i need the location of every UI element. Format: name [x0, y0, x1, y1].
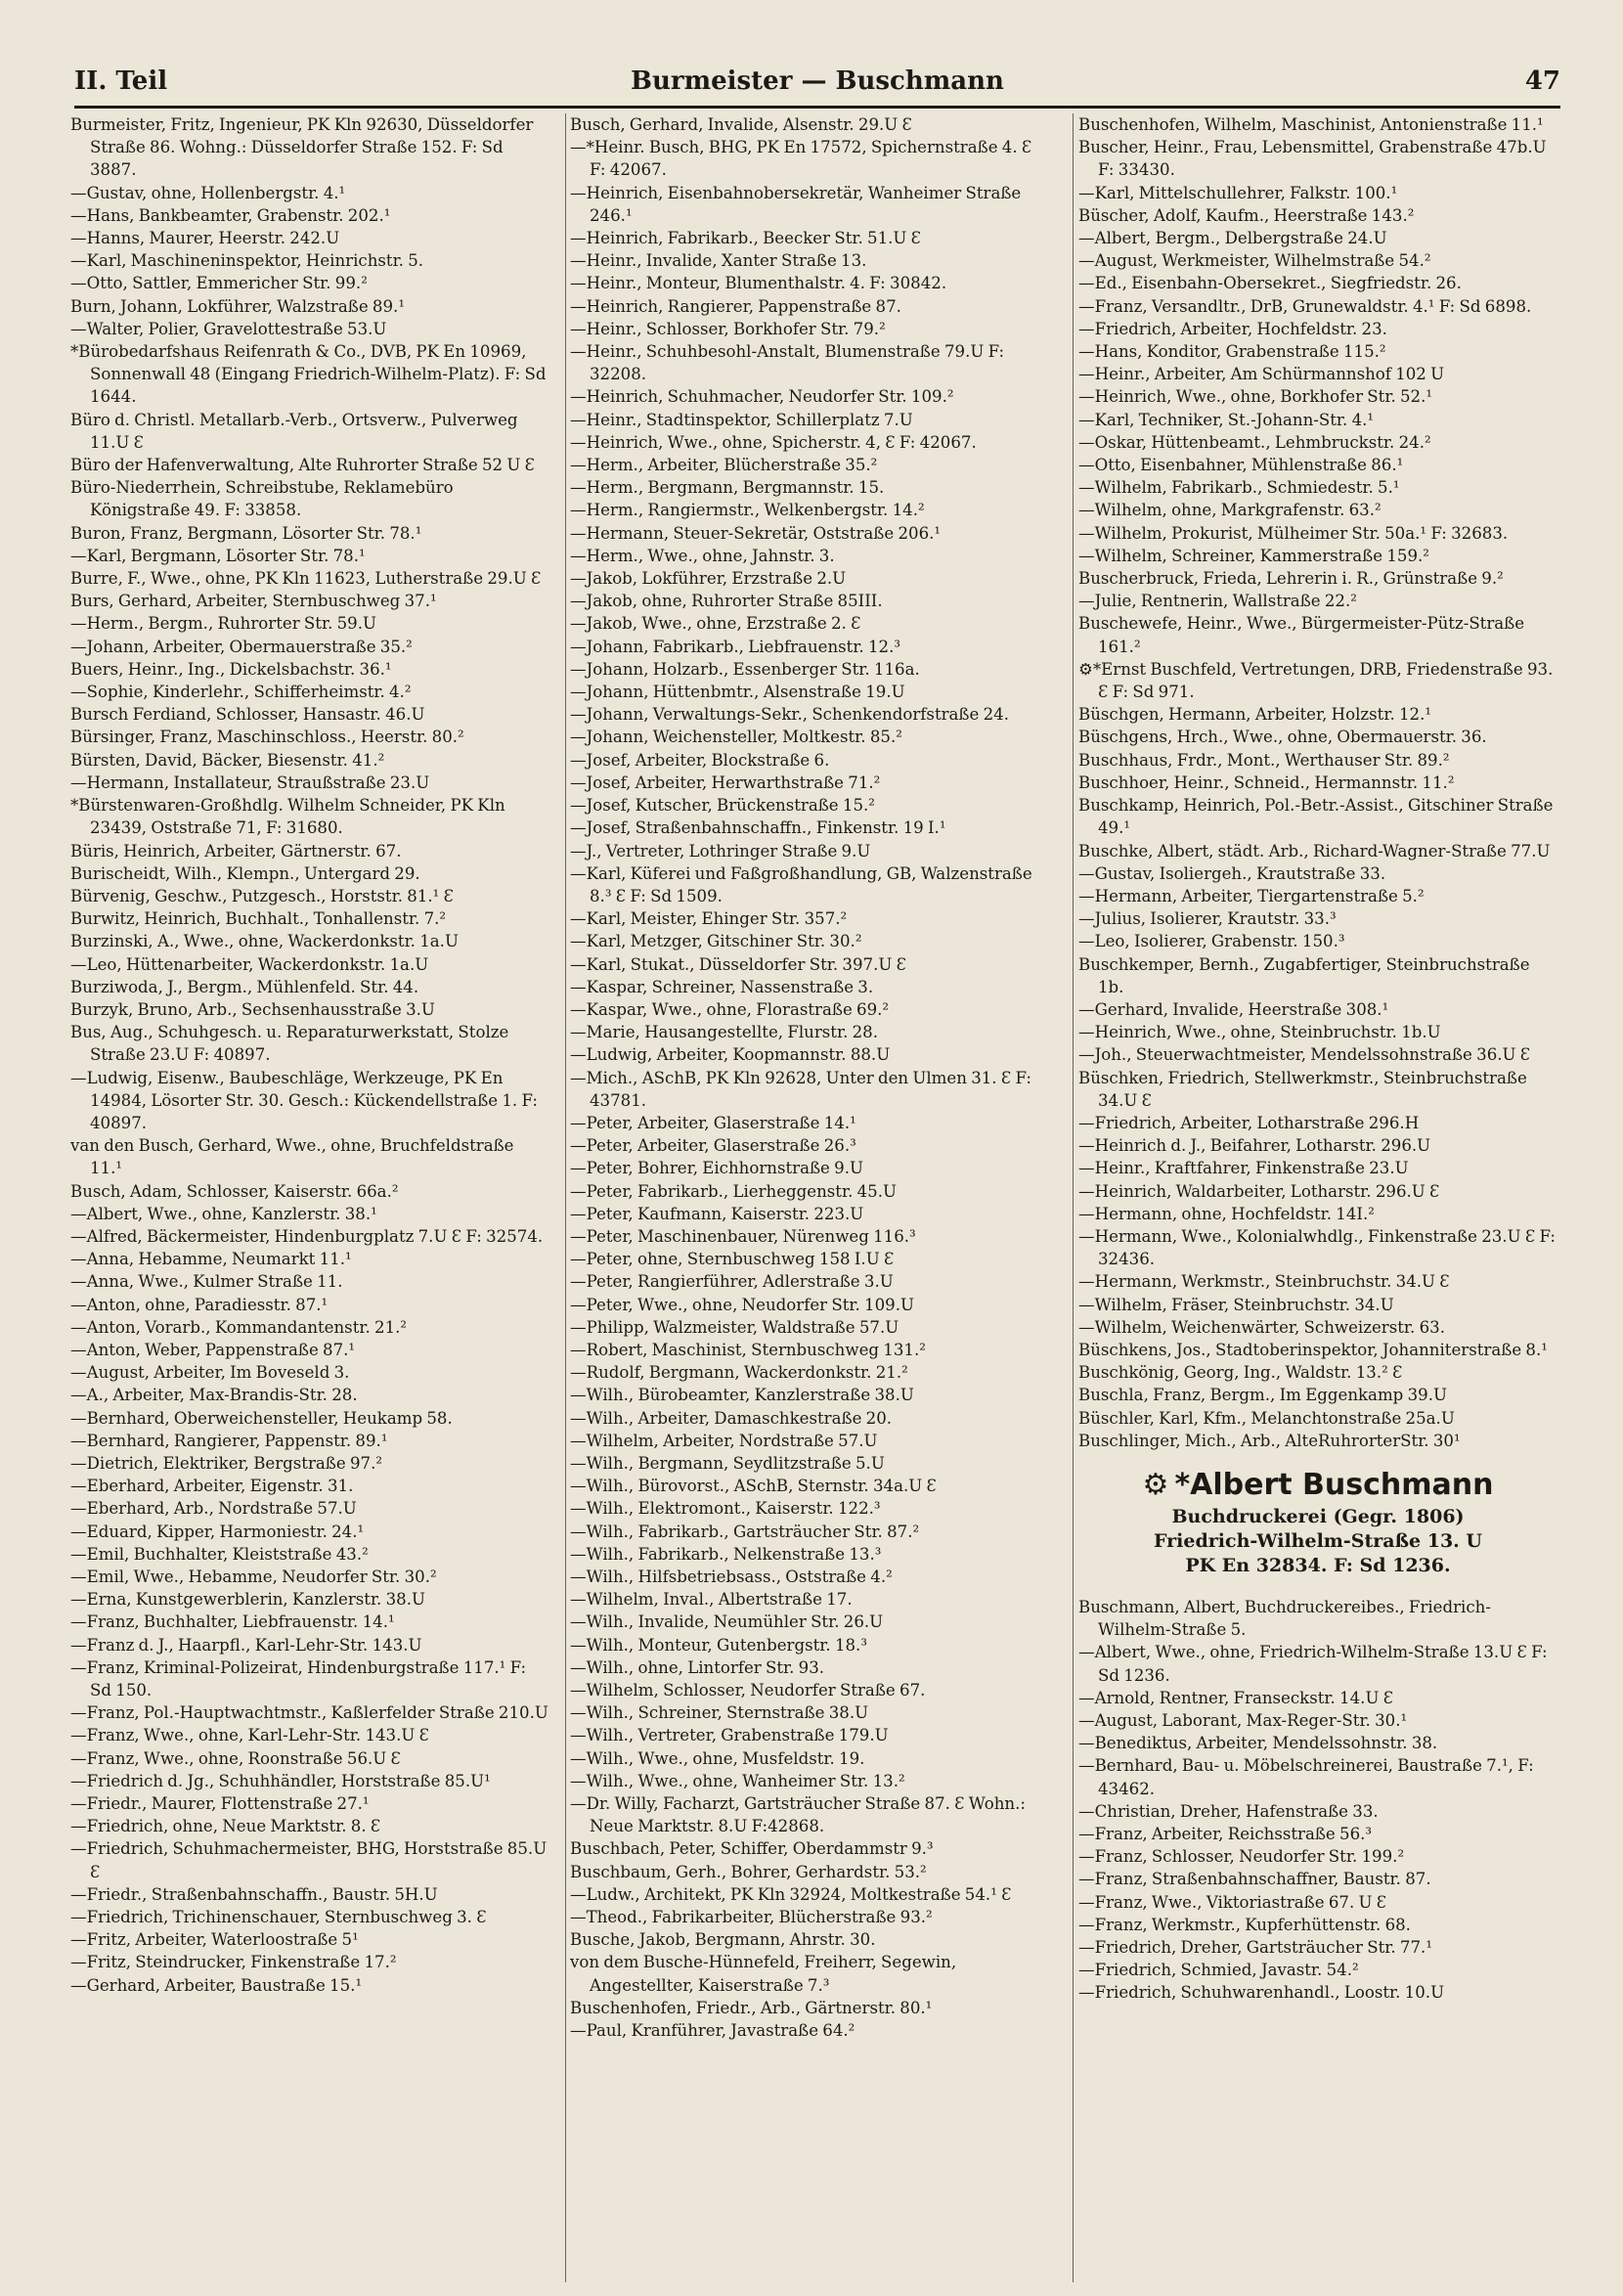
directory-entry: —Hermann, ohne, Hochfeldstr. 14I.²: [1078, 1204, 1375, 1223]
directory-entry: —Karl, Stukat., Düsseldorfer Str. 397.U Ɛ: [570, 954, 906, 974]
directory-entry: —Dr. Willy, Facharzt, Gartsträucher Straße 87. Ɛ Wohn.: Neue Marktstr. 8.U F:42868.: [570, 1794, 1026, 1836]
directory-entry: —Eduard, Kipper, Harmoniestr. 24.¹: [70, 1522, 365, 1541]
directory-entry: —Franz, Wwe., ohne, Roonstraße 56.U Ɛ: [70, 1748, 401, 1768]
directory-entry: Büscher, Adolf, Kaufm., Heerstraße 143.²: [1078, 205, 1415, 225]
directory-entry: —Wilhelm, Arbeiter, Nordstraße 57.U: [570, 1431, 878, 1450]
directory-entry: —Karl, Bergmann, Lösorter Str. 78.¹: [70, 546, 366, 565]
directory-entry: —Friedrich, Trichinenschauer, Sternbuschweg 3. Ɛ: [70, 1908, 487, 1927]
directory-entry: Büschkens, Jos., Stadtoberinspektor, Johanniterstraße 8.¹: [1078, 1340, 1548, 1359]
column-divider: [565, 113, 566, 2282]
directory-entry: —Johann, Holzarb., Essenberger Str. 116a.: [570, 659, 920, 679]
directory-entry: —Franz, Buchhalter, Liebfrauenstr. 14.¹: [70, 1612, 395, 1632]
directory-entry: —*Heinr. Busch, BHG, PK En 17572, Spichernstraße 4. Ɛ F: 42067.: [570, 138, 1032, 180]
directory-entry: —Albert, Wwe., ohne, Kanzlerstr. 38.¹: [70, 1204, 377, 1223]
directory-entry: —Wilhelm, Prokurist, Mülheimer Str. 50a.¹ F: 32683.: [1078, 523, 1509, 543]
page-number: 47: [1524, 66, 1560, 96]
header-rule: [74, 106, 1560, 109]
directory-entry: —Sophie, Kinderlehr., Schifferheimstr. 4.²: [70, 683, 412, 702]
directory-entry: —Friedrich, Schuhmachermeister, BHG, Horststraße 85.U Ɛ: [70, 1839, 548, 1881]
directory-entry: —Wilh., Fabrikarb., Nelkenstraße 13.³: [570, 1544, 882, 1564]
directory-entry: Buscherbruck, Frieda, Lehrerin i. R., Grünstraße 9.²: [1078, 569, 1504, 589]
directory-entry: —Wilh., ohne, Lintorfer Str. 93.: [570, 1657, 825, 1677]
directory-entry: —Otto, Sattler, Emmericher Str. 99.²: [70, 274, 368, 293]
directory-entry: —Peter, Arbeiter, Glaserstraße 26.³: [570, 1136, 856, 1156]
directory-entry: Burischeidt, Wilh., Klempn., Untergard 29.: [70, 863, 420, 883]
directory-entry: —Josef, Kutscher, Brückenstraße 15.²: [570, 796, 875, 816]
directory-entry: —Wilh., Bergmann, Seydlitzstraße 5.U: [570, 1453, 885, 1473]
directory-entry: —Wilh., Wwe., ohne, Wanheimer Str. 13.²: [570, 1771, 905, 1790]
directory-entry: —Peter, Fabrikarb., Lierheggenstr. 45.U: [570, 1181, 898, 1201]
gear-icon: ⚙: [1142, 1467, 1169, 1502]
directory-entry: —Johann, Fabrikarb., Liebfrauenstr. 12.³: [570, 637, 901, 656]
directory-entry: *Bürobedarfshaus Reifenrath & Co., DVB, PK En 10969, Sonnenwall 48 (Eingang Friedrich-Wilhelm-Platz). F: Sd 1644.: [70, 342, 547, 407]
directory-entry: —Anton, ohne, Paradiesstr. 87.¹: [70, 1295, 329, 1314]
directory-entry: —Franz, Werkmstr., Kupferhüttenstr. 68.: [1078, 1915, 1411, 1934]
directory-entry: Buschbaum, Gerh., Bohrer, Gerhardstr. 53.²: [570, 1862, 927, 1881]
directory-entry: —Wilh., Arbeiter, Damaschkestraße 20.: [570, 1408, 893, 1428]
directory-entry: —Karl, Meister, Ehinger Str. 357.²: [570, 909, 848, 929]
directory-entry: —Oskar, Hüttenbeamt., Lehmbruckstr. 24.²: [1078, 432, 1431, 452]
directory-entry: Burwitz, Heinrich, Buchhalt., Tonhallenstr. 7.²: [70, 909, 447, 929]
directory-entry: —Heinrich, Waldarbeiter, Lotharstr. 296.U Ɛ: [1078, 1181, 1440, 1201]
directory-entry: —Franz, Straßenbahnschaffner, Baustr. 87.: [1078, 1870, 1431, 1889]
directory-entry: —Bernhard, Bau- u. Möbelschreinerei, Baustraße 7.¹, F: 43462.: [1078, 1756, 1534, 1798]
directory-entry: —Kaspar, Schreiner, Nassenstraße 3.: [570, 977, 874, 996]
directory-entry: —Anna, Wwe., Kulmer Straße 11.: [70, 1272, 343, 1292]
directory-entry: —Peter, ohne, Sternbuschweg 158 I.U Ɛ: [570, 1250, 895, 1269]
directory-entry: —Peter, Kaufmann, Kaiserstr. 223.U: [570, 1204, 864, 1223]
directory-entry: Büschgen, Hermann, Arbeiter, Holzstr. 12.¹: [1078, 705, 1432, 725]
directory-entry: Büro d. Christl. Metallarb.-Verb., Ortsverw., Pulverweg 11.U Ɛ: [70, 410, 518, 452]
directory-entry: —Kaspar, Wwe., ohne, Florastraße 69.²: [570, 999, 890, 1019]
directory-entry: Buschewefe, Heinr., Wwe., Bürgermeister-Pütz-Straße 161.²: [1078, 614, 1525, 656]
directory-entry: Buschbach, Peter, Schiffer, Oberdammstr 9.³: [570, 1839, 934, 1859]
directory-entry: Buschenhofen, Wilhelm, Maschinist, Antonienstraße 11.¹: [1078, 115, 1544, 134]
directory-entry: Bus, Aug., Schuhgesch. u. Reparaturwerkstatt, Stolze Straße 23.U F: 40897.: [70, 1023, 509, 1065]
directory-entry: —Alfred, Bäckermeister, Hindenburgplatz 7.U Ɛ F: 32574.: [70, 1226, 544, 1246]
column-1: [70, 113, 549, 1997]
directory-entry: —Heinr., Schlosser, Borkhofer Str. 79.²: [570, 319, 886, 338]
directory-entry: —Heinrich, Wwe., ohne, Borkhofer Str. 52.¹: [1078, 387, 1433, 407]
directory-entry: Burn, Johann, Lokführer, Walzstraße 89.¹: [70, 296, 405, 316]
directory-entry: —Hermann, Werkmstr., Steinbruchstr. 34.U Ɛ: [1078, 1272, 1450, 1292]
directory-entry: —Johann, Verwaltungs-Sekr., Schenkendorfstraße 24.: [570, 705, 1010, 725]
directory-entry: —Peter, Arbeiter, Glaserstraße 14.¹: [570, 1113, 856, 1132]
directory-entry: —Gustav, Isoliergeh., Krautstraße 33.: [1078, 863, 1386, 883]
directory-entry: Büro-Niederrhein, Schreibstube, Reklamebüro Königstraße 49. F: 33858.: [70, 478, 454, 520]
directory-entry: Buschhoer, Heinr., Schneid., Hermannstr. 11.²: [1078, 773, 1455, 792]
directory-entry: —Friedr., Maurer, Flottenstraße 27.¹: [70, 1794, 370, 1814]
directory-entry: —Ludw., Architekt, PK Kln 32924, Moltkestraße 54.¹ Ɛ: [570, 1884, 1012, 1904]
directory-entry: —Heinrich, Fabrikarb., Beecker Str. 51.U Ɛ: [570, 229, 922, 248]
directory-entry: Bürvenig, Geschw., Putzgesch., Horststr. 81.¹ Ɛ: [70, 886, 454, 905]
directory-entry: —Wilhelm, Weichenwärter, Schweizerstr. 63.: [1078, 1317, 1445, 1337]
directory-entry: —Wilhelm, Inval., Albertstraße 17.: [570, 1590, 853, 1610]
directory-entry: —Hermann, Wwe., Kolonialwhdlg., Finkenstraße 23.U Ɛ F: 32436.: [1078, 1226, 1557, 1269]
directory-entry: —Wilh., Bürovorst., ASchB, Sternstr. 34a.U Ɛ: [570, 1477, 937, 1496]
directory-entry: —Eberhard, Arb., Nordstraße 57.U: [70, 1499, 357, 1519]
directory-entry: —Heinrich, Wwe., ohne, Spicherstr. 4, Ɛ F: 42067.: [570, 432, 977, 452]
directory-entry: —Wilhelm, Schreiner, Kammerstraße 159.²: [1078, 546, 1429, 565]
directory-entry: —Jakob, Wwe., ohne, Erzstraße 2. Ɛ: [570, 614, 861, 634]
directory-entry: —Friedrich, Schuhwarenhandl., Loostr. 10.U: [1078, 1983, 1445, 2003]
directory-entry: —Christian, Dreher, Hafenstraße 33.: [1078, 1801, 1379, 1821]
directory-entry: —Emil, Buchhalter, Kleiststraße 43.²: [70, 1544, 369, 1564]
directory-entry: —Franz, Versandltr., DrB, Grunewaldstr. 4.¹ F: Sd 6898.: [1078, 296, 1532, 316]
directory-entry: Bürsten, David, Bäcker, Biesenstr. 41.²: [70, 750, 385, 770]
directory-entry: —Karl, Küferei und Faßgroßhandlung, GB, Walzenstraße 8.³ Ɛ F: Sd 1509.: [570, 863, 1032, 905]
directory-entry: —Anton, Weber, Pappenstraße 87.¹: [70, 1340, 356, 1359]
directory-entry: —Arnold, Rentner, Franseckstr. 14.U Ɛ: [1078, 1688, 1394, 1707]
directory-entry: —Wilh., Fabrikarb., Gartsträucher Str. 87.²: [570, 1522, 920, 1541]
directory-entry: —Emil, Wwe., Hebamme, Neudorfer Str. 30.²: [70, 1567, 437, 1586]
directory-entry: Busche, Jakob, Bergmann, Ahrstr. 30.: [570, 1930, 876, 1950]
directory-entry: —Peter, Bohrer, Eichhornstraße 9.U: [570, 1159, 863, 1178]
directory-entry: —Leo, Isolierer, Grabenstr. 150.³: [1078, 932, 1345, 951]
directory-entry: Büschgens, Hrch., Wwe., ohne, Obermauerstr. 36.: [1078, 728, 1487, 747]
directory-entry: —Franz, Schlosser, Neudorfer Str. 199.²: [1078, 1847, 1405, 1867]
page-header: [74, 66, 1560, 106]
directory-entry: —Walter, Polier, Gravelottestraße 53.U: [70, 319, 387, 338]
directory-entry: —August, Arbeiter, Im Boveseld 3.: [70, 1363, 350, 1383]
directory-entry: —Heinr., Schuhbesohl-Anstalt, Blumenstraße 79.U F: 32208.: [570, 342, 1005, 384]
directory-entry: Burzinski, A., Wwe., ohne, Wackerdonkstr. 1a.U: [70, 932, 459, 951]
directory-entry: Bürsinger, Franz, Maschinschloss., Heerstr. 80.²: [70, 728, 464, 747]
directory-entry: Busch, Adam, Schlosser, Kaiserstr. 66a.²: [70, 1181, 399, 1201]
ad-line: Friedrich-Wilhelm-Straße 13. U: [1154, 1529, 1482, 1552]
directory-entry: —Heinrich, Wwe., ohne, Steinbruchstr. 1b.U: [1078, 1023, 1441, 1042]
directory-entry: —Mich., ASchB, PK Kln 92628, Unter den Ulmen 31. Ɛ F: 43781.: [570, 1068, 1031, 1110]
directory-entry: —Robert, Maschinist, Sternbuschweg 131.²: [570, 1340, 926, 1359]
directory-entry: —Heinr., Kraftfahrer, Finkenstraße 23.U: [1078, 1159, 1409, 1178]
directory-entry: —Paul, Kranführer, Javastraße 64.²: [570, 2021, 855, 2041]
ad-line: PK En 32834. F: Sd 1236.: [1185, 1554, 1451, 1576]
directory-entry: —Heinrich d. J., Beifahrer, Lotharstr. 296.U: [1078, 1136, 1431, 1156]
column-2: [570, 113, 1049, 2042]
header-range: Burmeister — Buschmann: [631, 66, 1004, 96]
directory-entry: —Wilhelm, Schlosser, Neudorfer Straße 67.: [570, 1681, 926, 1700]
directory-entry: —Hermann, Steuer-Sekretär, Oststraße 206.¹: [570, 523, 942, 543]
directory-entry: —Ludwig, Eisenw., Baubeschläge, Werkzeuge, PK En 14984, Lösorter Str. 30. Gesch.: Kückendellstraße 1. F: 40897.: [70, 1068, 538, 1132]
directory-entry: —Hans, Bankbeamter, Grabenstr. 202.¹: [70, 205, 391, 225]
header-part: II. Teil: [74, 66, 168, 96]
directory-entry: —Erna, Kunstgewerblerin, Kanzlerstr. 38.U: [70, 1590, 425, 1610]
directory-entry: —Wilh., Hilfsbetriebsass., Oststraße 4.²: [570, 1567, 893, 1586]
directory-entry: Buron, Franz, Bergmann, Lösorter Str. 78.¹: [70, 523, 422, 543]
directory-entry: —Dietrich, Elektriker, Bergstraße 97.²: [70, 1453, 382, 1473]
directory-entry: —Friedrich, Arbeiter, Hochfeldstr. 23.: [1078, 319, 1387, 338]
directory-entry: —Herm., Arbeiter, Blücherstraße 35.²: [570, 456, 878, 475]
directory-entry: —Peter, Rangierführer, Adlerstraße 3.U: [570, 1272, 894, 1292]
directory-entry: —Anton, Vorarb., Kommandantenstr. 21.²: [70, 1317, 408, 1337]
directory-entry: —Marie, Hausangestellte, Flurstr. 28.: [570, 1023, 879, 1042]
directory-entry: —J., Vertreter, Lothringer Straße 9.U: [570, 841, 871, 861]
directory-entry: —Franz, Wwe., Viktoriastraße 67. U Ɛ: [1078, 1892, 1387, 1912]
column-3-bottom: [1078, 1596, 1557, 2005]
directory-entry: —Peter, Maschinenbauer, Nürenweg 116.³: [570, 1226, 916, 1246]
directory-entry: —Friedrich, Arbeiter, Lotharstraße 296.H: [1078, 1113, 1420, 1132]
directory-entry: *Bürstenwaren-Großhdlg. Wilhelm Schneider, PK Kln 23439, Oststraße 71, F: 31680.: [70, 796, 505, 838]
directory-entry: —Jakob, Lokführer, Erzstraße 2.U: [570, 569, 847, 589]
directory-entry: —Fritz, Arbeiter, Waterloostraße 5¹: [70, 1930, 359, 1950]
directory-entry: —Karl, Maschineninspektor, Heinrichstr. 5.: [70, 251, 424, 271]
directory-entry: Buschhaus, Frdr., Mont., Werthauser Str. 89.²: [1078, 750, 1450, 770]
directory-entry: —A., Arbeiter, Max-Brandis-Str. 28.: [70, 1386, 358, 1405]
directory-entry: —Wilh., Schreiner, Sternstraße 38.U: [570, 1703, 869, 1723]
directory-entry: Buschla, Franz, Bergm., Im Eggenkamp 39.U: [1078, 1386, 1447, 1405]
directory-entry: —Joh., Steuerwachtmeister, Mendelssohnstraße 36.U Ɛ: [1078, 1045, 1531, 1065]
directory-entry: —Hanns, Maurer, Heerstr. 242.U: [70, 229, 340, 248]
directory-entry: —Wilhelm, Fräser, Steinbruchstr. 34.U: [1078, 1295, 1394, 1314]
directory-entry: —Wilh., Monteur, Gutenbergstr. 18.³: [570, 1635, 867, 1655]
directory-entry: —Josef, Arbeiter, Herwarthstraße 71.²: [570, 773, 881, 792]
directory-entry: —Jakob, ohne, Ruhrorter Straße 85III.: [570, 592, 883, 611]
directory-entry: —Albert, Bergm., Delbergstraße 24.U: [1078, 229, 1387, 248]
directory-entry: —Herm., Bergmann, Bergmannstr. 15.: [570, 478, 885, 498]
directory-entry: —Johann, Hüttenbmtr., Alsenstraße 19.U: [570, 683, 905, 702]
directory-entry: —Heinrich, Rangierer, Pappenstraße 87.: [570, 296, 901, 316]
directory-entry: —Wilh., Wwe., ohne, Musfeldstr. 19.: [570, 1748, 865, 1768]
directory-entry: —Albert, Wwe., ohne, Friedrich-Wilhelm-Straße 13.U Ɛ F: Sd 1236.: [1078, 1643, 1548, 1685]
directory-entry: —Franz, Kriminal-Polizeirat, Hindenburgstraße 117.¹ F: Sd 150.: [70, 1657, 527, 1700]
directory-entry: Burmeister, Fritz, Ingenieur, PK Kln 92630, Düsseldorfer Straße 86. Wohng.: Düsseldorfer Straße 152. F: Sd 3887.: [70, 115, 534, 180]
directory-entry: —Franz, Wwe., ohne, Karl-Lehr-Str. 143.U Ɛ: [70, 1726, 429, 1745]
directory-entry: —Heinr., Arbeiter, Am Schürmannshof 102 U: [1078, 365, 1445, 384]
directory-entry: —Benediktus, Arbeiter, Mendelssohnstr. 38.: [1078, 1734, 1438, 1753]
directory-entry: —Johann, Weichensteller, Moltkestr. 85.²: [570, 728, 902, 747]
directory-entry: —Eberhard, Arbeiter, Eigenstr. 31.: [70, 1477, 354, 1496]
directory-entry: —Ludwig, Arbeiter, Koopmannstr. 88.U: [570, 1045, 891, 1065]
directory-entry: —Wilh., Vertreter, Grabenstraße 179.U: [570, 1726, 889, 1745]
directory-entry: —Wilhelm, ohne, Markgrafenstr. 63.²: [1078, 501, 1382, 520]
directory-entry: —Gerhard, Invalide, Heerstraße 308.¹: [1078, 999, 1389, 1019]
directory-entry: —Franz, Arbeiter, Reichsstraße 56.³: [1078, 1825, 1373, 1844]
directory-entry: —Friedrich, ohne, Neue Marktstr. 8. Ɛ: [70, 1817, 381, 1836]
column-divider: [1073, 113, 1074, 2282]
directory-entry: Buschlinger, Mich., Arb., AlteRuhrorterStr. 30¹: [1078, 1431, 1461, 1450]
directory-entry: —Josef, Arbeiter, Blockstraße 6.: [570, 750, 830, 770]
directory-entry: Burre, F., Wwe., ohne, PK Kln 11623, Lutherstraße 29.U Ɛ: [70, 569, 542, 589]
ad-name: *Albert Buschmann: [1174, 1467, 1494, 1502]
directory-entry: von dem Busche-Hünnefeld, Freiherr, Segewin, Angestellter, Kaiserstraße 7.³: [570, 1953, 957, 1995]
directory-entry: —Wilh., Elektromont., Kaiserstr. 122.³: [570, 1499, 881, 1519]
directory-entry: Burzyk, Bruno, Arb., Sechsenhausstraße 3.U: [70, 999, 435, 1019]
directory-entry: Buschkemper, Bernh., Zugabfertiger, Steinbruchstraße 1b.: [1078, 954, 1530, 996]
directory-entry: —Herm., Bergm., Ruhrorter Str. 59.U: [70, 614, 376, 634]
directory-entry: —Hermann, Installateur, Straußstraße 23.U: [70, 773, 430, 792]
column-3-top: [1078, 113, 1557, 1452]
directory-entry: —Hermann, Arbeiter, Tiergartenstraße 5.²: [1078, 886, 1425, 905]
directory-entry: —Heinr., Stadtinspektor, Schillerplatz 7.U: [570, 410, 913, 429]
directory-entry: —Johann, Arbeiter, Obermauerstraße 35.²: [70, 637, 413, 656]
directory-entry: —Theod., Fabrikarbeiter, Blücherstraße 93.²: [570, 1908, 933, 1927]
directory-entry: Buschkamp, Heinrich, Pol.-Betr.-Assist., Gitschiner Straße 49.¹: [1078, 796, 1554, 838]
directory-entry: Buscher, Heinr., Frau, Lebensmittel, Grabenstraße 47b.U F: 33430.: [1078, 138, 1547, 180]
directory-entry: —Friedrich d. Jg., Schuhhändler, Horststraße 85.U¹: [70, 1771, 491, 1790]
directory-entry: Buers, Heinr., Ing., Dickelsbachstr. 36.¹: [70, 659, 392, 679]
directory-entry: —Julius, Isolierer, Krautstr. 33.³: [1078, 909, 1337, 929]
directory-entry: —August, Werkmeister, Wilhelmstraße 54.²: [1078, 251, 1431, 271]
directory-entry: —Heinr., Monteur, Blumenthalstr. 4. F: 30842.: [570, 274, 947, 293]
directory-entry: Busch, Gerhard, Invalide, Alsenstr. 29.U Ɛ: [570, 115, 912, 134]
directory-entry: —Anna, Hebamme, Neumarkt 11.¹: [70, 1250, 352, 1269]
directory-entry: —Fritz, Steindrucker, Finkenstraße 17.²: [70, 1953, 397, 1972]
directory-entry: van den Busch, Gerhard, Wwe., ohne, Bruchfeldstraße 11.¹: [70, 1136, 514, 1178]
directory-entry: —Bernhard, Oberweichensteller, Heukamp 58.: [70, 1408, 453, 1428]
ad-line: Buchdruckerei (Gegr. 1806): [1171, 1505, 1465, 1527]
directory-entry: —Heinr., Invalide, Xanter Straße 13.: [570, 251, 867, 271]
directory-entry: —Franz, Pol.-Hauptwachtmstr., Kaßlerfelder Straße 210.U: [70, 1703, 548, 1723]
directory-entry: —August, Laborant, Max-Reger-Str. 30.¹: [1078, 1711, 1408, 1730]
directory-entry: —Philipp, Walzmeister, Waldstraße 57.U: [570, 1317, 899, 1337]
directory-entry: Burs, Gerhard, Arbeiter, Sternbuschweg 37.¹: [70, 592, 437, 611]
directory-entry: —Friedrich, Schmied, Javastr. 54.²: [1078, 1961, 1359, 1980]
directory-entry: —Josef, Straßenbahnschaffn., Finkenstr. 19 I.¹: [570, 818, 946, 838]
directory-entry: —Herm., Wwe., ohne, Jahnstr. 3.: [570, 546, 835, 565]
directory-entry: —Gustav, ohne, Hollenbergstr. 4.¹: [70, 183, 346, 202]
directory-entry: —Wilhelm, Fabrikarb., Schmiedestr. 5.¹: [1078, 478, 1400, 498]
directory-entry: Buschmann, Albert, Buchdruckereibes., Friedrich-Wilhelm-Straße 5.: [1078, 1597, 1491, 1640]
directory-entry: —Ed., Eisenbahn-Obersekret., Siegfriedstr. 26.: [1078, 274, 1462, 293]
directory-entry: ⚙*Ernst Buschfeld, Vertretungen, DRB, Friedenstraße 93. Ɛ F: Sd 971.: [1078, 659, 1554, 702]
directory-entry: —Gerhard, Arbeiter, Baustraße 15.¹: [70, 1975, 363, 1995]
directory-entry: Buschke, Albert, städt. Arb., Richard-Wagner-Straße 77.U: [1078, 841, 1551, 861]
directory-entry: —Friedr., Straßenbahnschaffn., Baustr. 5H.U: [70, 1884, 438, 1904]
directory-entry: Burziwoda, J., Bergm., Mühlenfeld. Str. 44.: [70, 977, 419, 996]
directory-entry: —Heinrich, Eisenbahnobersekretär, Wanheimer Straße 246.¹: [570, 183, 1022, 225]
directory-entry: —Karl, Mittelschullehrer, Falkstr. 100.¹: [1078, 183, 1398, 202]
directory-entry: —Peter, Wwe., ohne, Neudorfer Str. 109.U: [570, 1295, 914, 1314]
directory-entry: —Karl, Techniker, St.-Johann-Str. 4.¹: [1078, 410, 1375, 429]
directory-entry: Büschken, Friedrich, Stellwerkmstr., Steinbruchstraße 34.U Ɛ: [1078, 1068, 1527, 1110]
directory-entry: Bursch Ferdiand, Schlosser, Hansastr. 46.U: [70, 705, 425, 725]
directory-entry: —Leo, Hüttenarbeiter, Wackerdonkstr. 1a.U: [70, 954, 429, 974]
directory-entry: —Wilh., Invalide, Neumühler Str. 26.U: [570, 1612, 884, 1632]
directory-entry: Büro der Hafenverwaltung, Alte Ruhrorter Straße 52 U Ɛ: [70, 456, 535, 475]
directory-entry: —Otto, Eisenbahner, Mühlenstraße 86.¹: [1078, 456, 1404, 475]
column-3: [1078, 113, 1557, 2005]
directory-entry: —Rudolf, Bergmann, Wackerdonkstr. 21.²: [570, 1363, 908, 1383]
directory-entry: Buschkönig, Georg, Ing., Waldstr. 13.² Ɛ: [1078, 1363, 1403, 1383]
directory-entry: —Bernhard, Rangierer, Pappenstr. 89.¹: [70, 1431, 388, 1450]
directory-entry: Buschenhofen, Friedr., Arb., Gärtnerstr. 80.¹: [570, 1998, 933, 2017]
directory-entry: —Friedrich, Dreher, Gartsträucher Str. 77.¹: [1078, 1938, 1432, 1958]
directory-entry: Büschler, Karl, Kfm., Melanchtonstraße 25a.U: [1078, 1408, 1455, 1428]
directory-entry: —Wilh., Bürobeamter, Kanzlerstraße 38.U: [570, 1386, 914, 1405]
directory-entry: —Herm., Rangiermstr., Welkenbergstr. 14.²: [570, 501, 925, 520]
directory-entry: —Franz d. J., Haarpfl., Karl-Lehr-Str. 143.U: [70, 1635, 422, 1655]
ad-company-name: [1078, 1466, 1557, 1505]
directory-entry: Büris, Heinrich, Arbeiter, Gärtnerstr. 67.: [70, 841, 402, 861]
directory-entry: —Julie, Rentnerin, Wallstraße 22.²: [1078, 592, 1357, 611]
directory-entry: —Heinrich, Schuhmacher, Neudorfer Str. 109.²: [570, 387, 954, 407]
directory-entry: —Hans, Konditor, Grabenstraße 115.²: [1078, 342, 1386, 362]
buschmann-advertisement: [1078, 1466, 1557, 1578]
directory-entry: —Karl, Metzger, Gitschiner Str. 30.²: [570, 932, 862, 951]
